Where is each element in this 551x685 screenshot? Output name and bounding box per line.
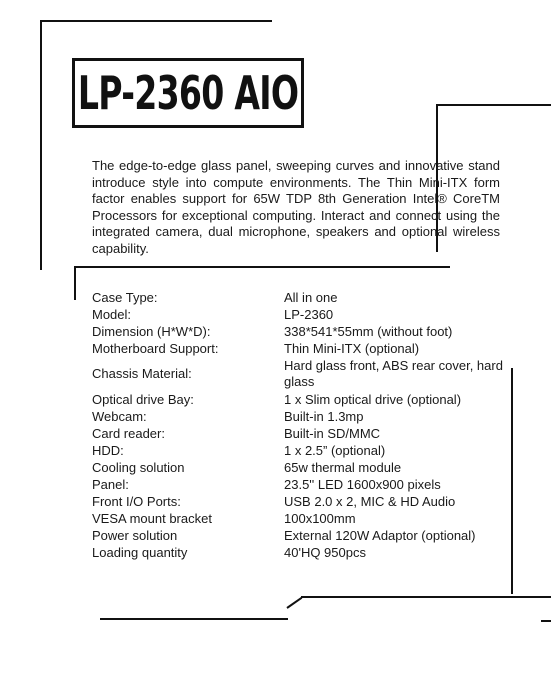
spec-row-loading-quantity xyxy=(92,544,512,561)
description-divider-line xyxy=(74,266,450,268)
spec-label: Power solution xyxy=(92,528,178,543)
spec-row-chassis xyxy=(92,357,512,391)
spec-row-card-reader xyxy=(92,425,512,442)
bottom-frame-line xyxy=(100,618,288,620)
spec-value: 1 x 2.5” (optional) xyxy=(284,443,386,458)
spec-row-case-type xyxy=(92,289,512,306)
spec-value: 1 x Slim optical drive (optional) xyxy=(284,392,462,407)
spec-row-cooling xyxy=(92,459,512,476)
spec-row-panel xyxy=(92,476,512,493)
spec-label: Card reader: xyxy=(92,426,165,441)
spec-value: External 120W Adaptor (optional) xyxy=(284,528,476,543)
spec-value: 100x100mm xyxy=(284,511,356,526)
spec-row-power xyxy=(92,527,512,544)
spec-label: Webcam: xyxy=(92,409,147,424)
spec-row-optical-drive xyxy=(92,391,512,408)
spec-label: Front I/O Ports: xyxy=(92,494,181,509)
spec-label: Panel: xyxy=(92,477,129,492)
spec-label: Loading quantity xyxy=(92,545,188,560)
spec-value: 65w thermal module xyxy=(284,460,402,475)
right-top-horizontal-line xyxy=(436,104,551,106)
spec-value: Thin Mini-ITX (optional) xyxy=(284,341,420,356)
spec-value: 338*541*55mm (without foot) xyxy=(284,324,453,339)
spec-label: Motherboard Support: xyxy=(92,341,219,356)
product-description: The edge-to-edge glass panel, sweeping curves and innovative stand introduce style into compute environments. The Thin Mini-ITX form factor enables support for 65W TDP 8th Generation Intel® CoreTM Processors for exceptional computing. Interact and connect using the integrated camera, dual microphone, speakers and optional wireless capability. xyxy=(92,158,500,256)
spec-row-front-io xyxy=(92,493,512,510)
spec-row-dimension xyxy=(92,323,512,340)
title-box xyxy=(72,58,304,128)
top-frame-line xyxy=(40,20,272,22)
spec-label: VESA mount bracket xyxy=(92,511,212,526)
spec-row-vesa xyxy=(92,510,512,527)
bottom-frame-diagonal xyxy=(286,597,302,609)
left-spec-vertical-line xyxy=(74,266,76,300)
spec-label: HDD: xyxy=(92,443,124,458)
spec-label: Chassis Material: xyxy=(92,366,192,381)
spec-value: 40'HQ 950pcs xyxy=(284,545,366,560)
spec-value: Built-in 1.3mp xyxy=(284,409,364,424)
spec-row-hdd xyxy=(92,442,512,459)
page-title: LP-2360 AIO xyxy=(77,66,299,120)
right-edge-stub-line xyxy=(541,620,551,622)
spec-label: Cooling solution xyxy=(92,460,185,475)
spec-label: Optical drive Bay: xyxy=(92,392,194,407)
spec-row-motherboard xyxy=(92,340,512,357)
spec-value: USB 2.0 x 2, MIC & HD Audio xyxy=(284,494,456,509)
spec-value: Hard glass front, ABS rear cover, hard glass xyxy=(284,358,503,389)
spec-label: Case Type: xyxy=(92,290,158,305)
spec-table xyxy=(92,289,512,561)
spec-value: Built-in SD/MMC xyxy=(284,426,381,441)
spec-label: Model: xyxy=(92,307,132,322)
spec-value: All in one xyxy=(284,290,338,305)
spec-value: LP-2360 xyxy=(284,307,334,322)
spec-label: Dimension (H*W*D): xyxy=(92,324,211,339)
spec-row-webcam xyxy=(92,408,512,425)
spec-row-model xyxy=(92,306,512,323)
left-frame-line xyxy=(40,20,42,270)
bottom-right-frame-line xyxy=(301,596,551,598)
spec-value: 23.5'' LED 1600x900 pixels xyxy=(284,477,441,492)
